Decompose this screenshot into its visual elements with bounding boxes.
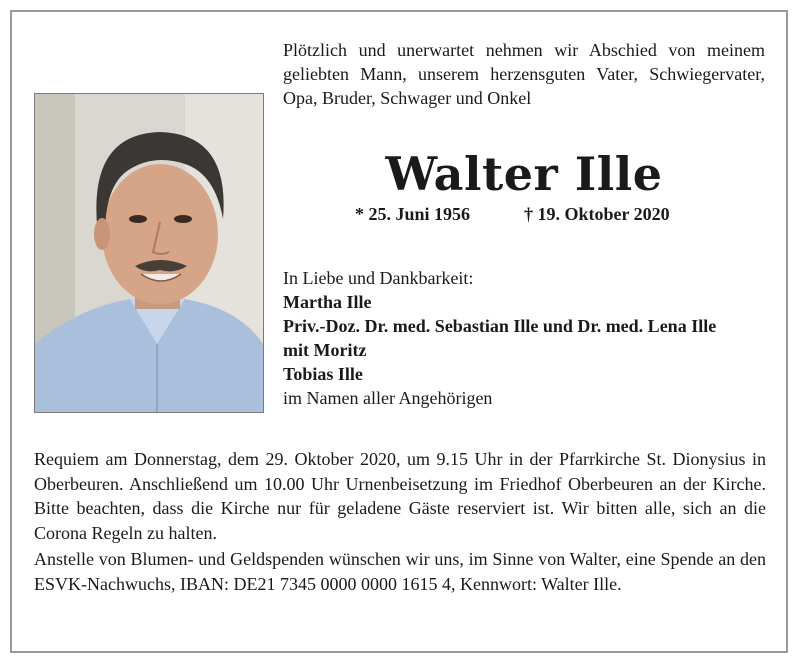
- portrait-illustration: [35, 94, 263, 412]
- portrait-photo: [34, 93, 264, 413]
- birth-date: * 25. Juni 1956: [355, 204, 471, 224]
- mourners-block: [283, 266, 773, 410]
- mourners-outro: im Namen aller Angehörigen: [283, 388, 493, 408]
- mourner-name: Martha Ille: [283, 292, 372, 312]
- mourner-name: Priv.-Doz. Dr. med. Sebastian Ille und Dr. med. Lena Ille: [283, 316, 717, 336]
- mourner-name: mit Moritz: [283, 340, 367, 360]
- death-date: † 19. Oktober 2020: [524, 204, 670, 224]
- mourners-intro: In Liebe und Dankbarkeit:: [283, 268, 474, 288]
- service-info: [34, 447, 766, 545]
- deceased-name: Walter Ille: [385, 147, 663, 201]
- intro-paragraph: Plötzlich und unerwartet nehmen wir Abschied von meinem geliebten Mann, unserem herzensguten Vater, Schwiegervater, Opa, Bruder, Schwager und Onkel: [283, 40, 765, 108]
- mourner-name: Tobias Ille: [283, 364, 363, 384]
- donation-info: [34, 547, 766, 596]
- intro-text: [283, 38, 765, 110]
- donation-paragraph: Anstelle von Blumen- und Geldspenden wünschen wir uns, im Sinne von Walter, eine Spende an den ESVK-Nachwuchs, IBAN: DE21 7345 0000 0000 1615 4, Kennwort: Walter Ille.: [34, 549, 766, 594]
- service-paragraph: Requiem am Donnerstag, dem 29. Oktober 2020, um 9.15 Uhr in der Pfarrkirche St. Dionysius in Oberbeuren. Anschließend um 10.00 Uhr Urnenbeisetzung im Friedhof Oberbeuren an der Kirche. Bitte beachten, dass die Kirche nur für geladene Gäste reserviert ist. Wir bitten alle, sich an die Corona Regeln zu halten.: [34, 449, 766, 543]
